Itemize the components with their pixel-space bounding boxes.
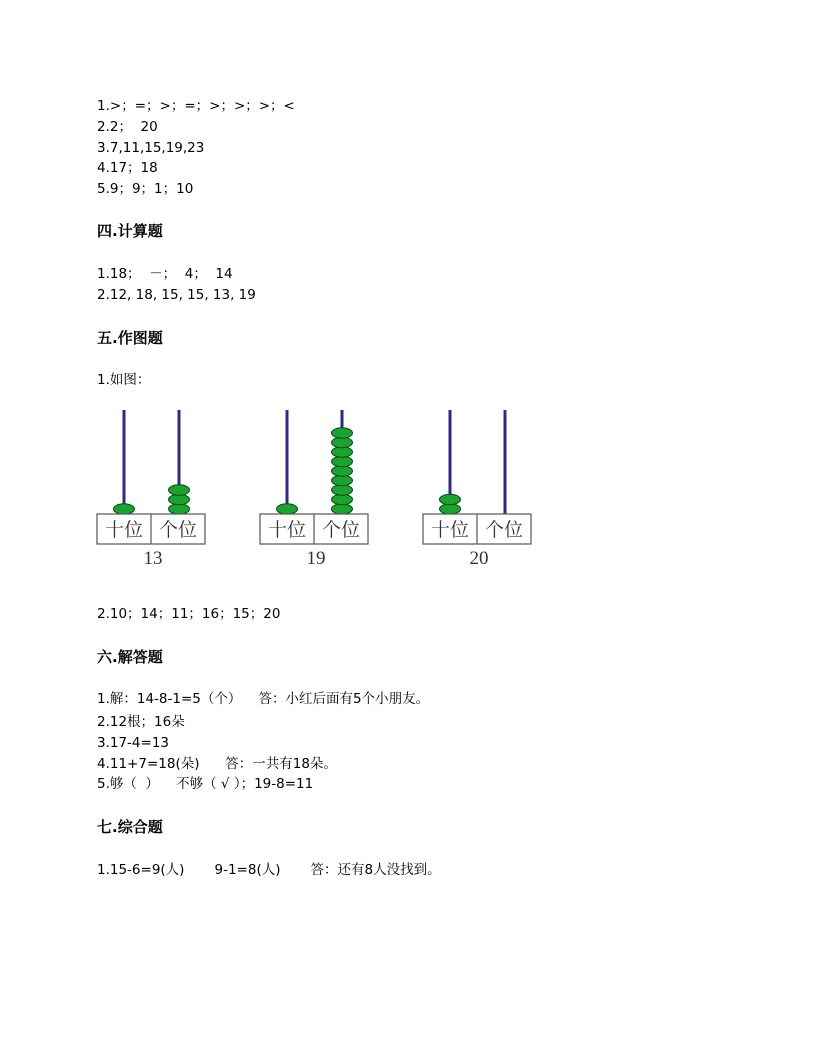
answer-line: 1.18； －； 4； 14	[97, 266, 233, 282]
answer-line: 2.12根；16朵	[97, 714, 185, 730]
answer-line: 1.15-6=9(人) 9-1=8(人) 答：还有8人没找到。	[97, 862, 441, 878]
abacus-number: 13	[143, 548, 163, 569]
abacus-figure	[96, 405, 206, 570]
ones-bead	[169, 485, 190, 495]
ones-bead	[169, 494, 190, 504]
ones-bead	[332, 447, 353, 457]
abacus-figure	[259, 405, 369, 570]
ones-bead	[332, 466, 353, 476]
tens-label: 十位	[430, 520, 470, 541]
answer-line: 3.7,11,15,19,23	[97, 140, 205, 156]
ones-label: 个位	[158, 520, 198, 541]
tens-bead	[440, 504, 461, 514]
abacus-svg	[422, 405, 532, 570]
section-heading: 七.综合题	[97, 818, 163, 836]
answer-line: 1.>；=；>；=；>；>；>；<	[97, 98, 295, 114]
answer-line: 2.2； 20	[97, 119, 158, 135]
abacus-number: 20	[469, 548, 489, 569]
section-heading: 四.计算题	[97, 222, 163, 240]
ones-bead	[332, 504, 353, 514]
answer-line: 2.12, 18, 15, 15, 13, 19	[97, 287, 256, 303]
ones-bead	[169, 504, 190, 514]
tens-bead	[277, 504, 298, 514]
section-heading: 六.解答题	[97, 648, 163, 666]
tens-label: 十位	[267, 520, 307, 541]
tens-label: 十位	[104, 520, 144, 541]
answer-line: 4.17；18	[97, 160, 158, 176]
section-heading: 五.作图题	[97, 329, 163, 347]
ones-bead	[332, 437, 353, 447]
ones-bead	[332, 475, 353, 485]
ones-bead	[332, 456, 353, 466]
answer-line: 4.11+7=18(朵) 答：一共有18朵。	[97, 756, 337, 772]
answer-line: 1.解：14-8-1=5（个） 答：小红后面有5个小朋友。	[97, 691, 430, 707]
tens-bead	[114, 504, 135, 514]
ones-label: 个位	[484, 520, 524, 541]
ones-bead	[332, 428, 353, 438]
ones-bead	[332, 485, 353, 495]
ones-bead	[332, 494, 353, 504]
abacus-number: 19	[306, 548, 326, 569]
ones-label: 个位	[321, 520, 361, 541]
answer-line: 1.如图：	[97, 372, 151, 388]
abacus-svg	[259, 405, 369, 570]
tens-bead	[440, 494, 461, 504]
answer-line: 3.17-4=13	[97, 735, 170, 751]
answer-line: 2.10；14；11；16；15；20	[97, 606, 281, 622]
abacus-svg	[96, 405, 206, 570]
answer-line: 5.够（ ） 不够（ √ ）；19-8=11	[97, 776, 314, 792]
answer-line: 5.9；9；1；10	[97, 181, 194, 197]
abacus-figure	[422, 405, 532, 570]
